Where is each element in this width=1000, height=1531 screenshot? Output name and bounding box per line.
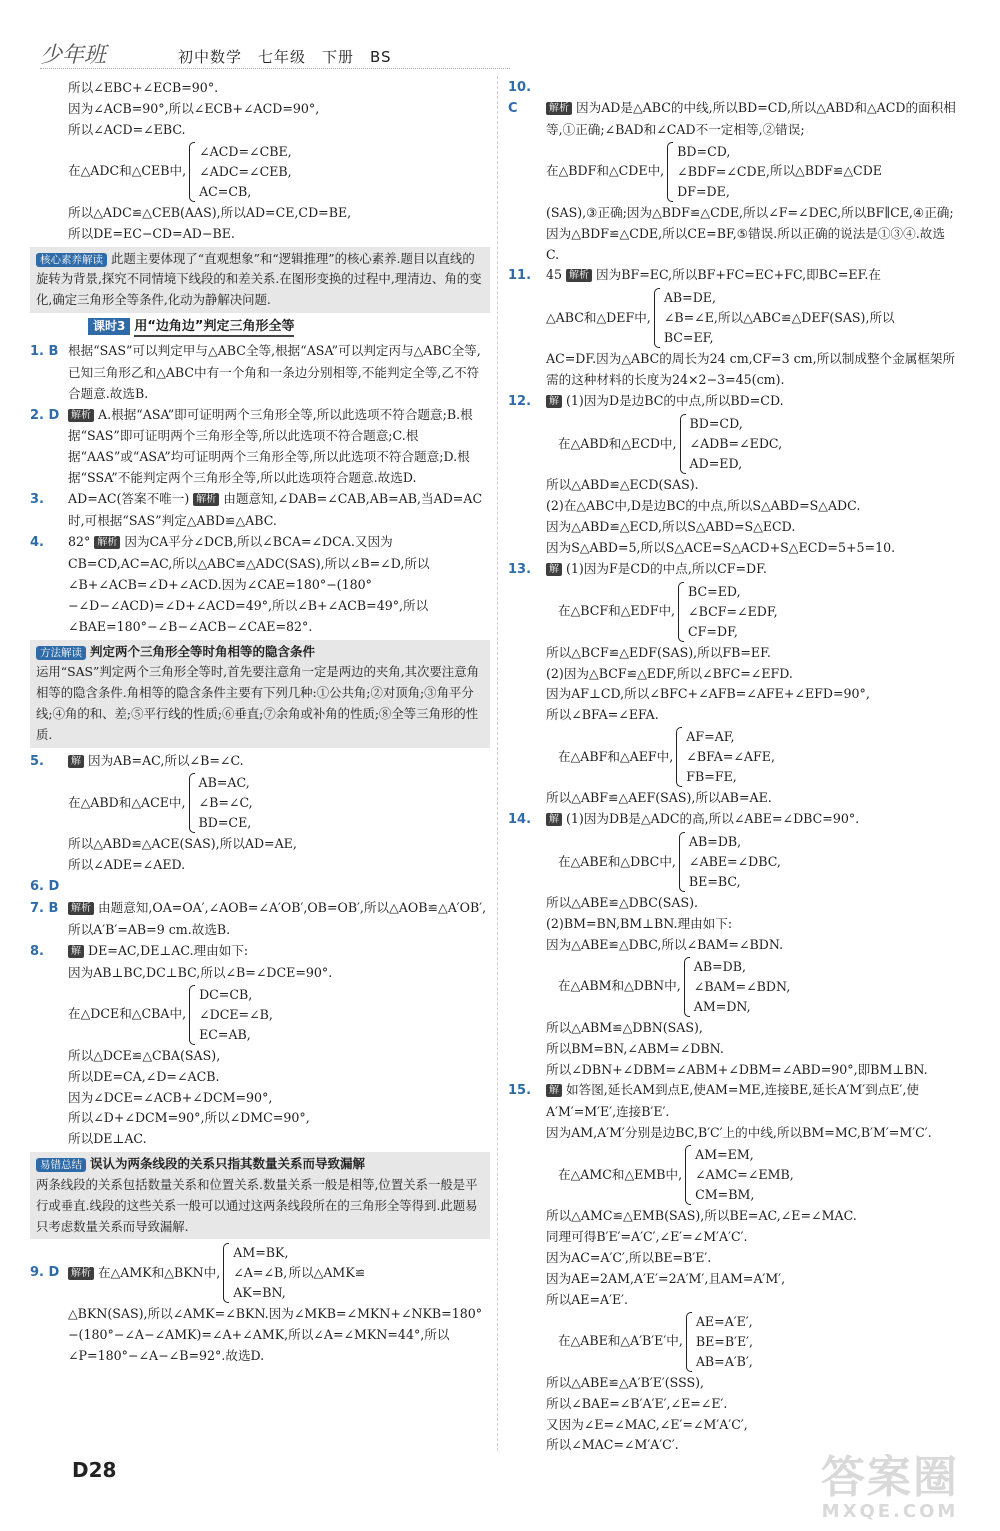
core-literacy-tag: 核心素养解读 [36, 253, 107, 267]
page-header [0, 0, 1000, 70]
right-column [508, 78, 958, 1456]
equation-system: 9. D 解析 在△AMK和△BKN中, AM=BK, ∠A=∠B, AK=BN, 所以△AMK≌ [68, 1243, 365, 1303]
brace-icon [676, 727, 682, 787]
page-number: D28 [72, 1458, 117, 1482]
question-14: 14. 解 (1)因为DB是△ADC的高,所以∠ABE=∠DBC=90°. 在△ABE和△DBC中, AB=DB, ∠ABE=∠DBC, BE=BC, 所以△ABE≌△DBC(SAS). (2)BM=BN,BM⊥BN.理由如下: 因为△ABE≌△DBC,所以∠BAM=∠BDN. 在△ABM和△DBN中, AB=DB, ∠BAM=∠BDN, AM=DN, 所以△ABM≌△DBN(SAS), 所以BM=BN,∠ABM=∠DBN. 所以∠DBN+∠DBM=∠ABM+∠DBM=∠ABD=90°,即BM⊥BN. [508, 811, 928, 1077]
method-tag: 方法解读 [36, 646, 86, 660]
lesson-heading: 课时3 用“边角边”判定三角形全等 [88, 316, 490, 338]
question-12: 12. 解 (1)因为D是边BC的中点,所以BD=CD. 在△ABD和△ECD中, BD=CD, ∠ADB=∠EDC, AD=ED, 所以△ABD≌△ECD(SAS). (2)在△ABC中,D是边BC的中点,所以S△ABD=S△ADC. 因为△ABD≌△ECD,所以S△ABD=S△ECD. 因为S△ABD=5,所以S△ACE=S△ACD+S△ECD=5+5=10. [508, 393, 896, 555]
core-literacy-box: 核心素养解读 此题主要体现了“直观想象”和“逻辑推理”的核心素养.题目以直线的旋转为背景,探究不同情境下线段的和差关系.在图形变换的过程中,理清边、角的变化,确定三角形全等条件,化动为静解决问题. [30, 247, 490, 313]
question-10: 10. C 解析 因为AD是△ABC的中线,所以BD=CD,所以△ABD和△ACD的面积相等,①正确;∠BAD和∠CAD不一定相等,②错误; 在△BDF和△CDE中, BD=CD, ∠BDF=∠CDE, DF=DE, 所以△BDF≌△CDE (SAS),③正确;因为△BDF≌△CDE,所以∠F=∠DEC,所以BF∥CE,④正确;因为△BDF≌△CDE,所以CE=BF,⑤错误.所以正确的说法是①③④.故选C. [508, 80, 956, 262]
question-8: 8. 解 DE=AC,DE⊥AC.理由如下: 因为AB⊥BC,DC⊥BC,所以∠B=∠DCE=90°. 在△DCE和△CBA中, DC=CB, ∠DCE=∠B, EC=AB, 所以△DCE≌△CBA(SAS), 所以DE=CA,∠D=∠ACB. 因为∠DCE=∠ACB+∠DCM=90°, 所以∠D+∠DCM=90°,所以∠DMC=90°, 所以DE⊥AC. [30, 942, 333, 1147]
equation-system: 在△ABM和△DBN中, AB=DB, ∠BAM=∠BDN, AM=DN, [546, 957, 790, 1017]
equation-system: 在△ADC和△CEB中, ∠ACD=∠CBE, ∠ADC=∠CEB, AC=CB, [68, 142, 292, 202]
left-column [30, 78, 490, 1367]
question-7: 7. B 解析 由题意知,OA=OA′,∠AOB=∠A′OB′,OB=OB′,所以△AOB≌△A′OB′,所以A′B′=AB=9 cm.故选B. [30, 900, 487, 938]
question-6: 6. D [30, 879, 60, 895]
equation-system: 在△AMC和△EMB中, AM=EM, ∠AMC=∠EMB, CM=BM, [546, 1145, 794, 1205]
question-15: 15. 解 如答图,延长AM到点E,使AM=ME,连接BE,延长A′M′到点E′,使A′M′=M′E′,连接B′E′. 因为AM,A′M′分别是边BC,B′C′上的中线,所以BM=MC,B′M′=M′C′. 在△AMC和△EMB中, AM=EM, ∠AMC=∠EMB, CM=BM, 所以△AMC≌△EMB(SAS),所以BE=AC,∠E=∠MAC. 同理可得B′E′=A′C′,∠E′=∠M′A′C′. 因为AC=A′C′,所以BE=B′E′. 因为AE=2AM,A′E′=2A′M′,且AM=A′M′, 所以AE=A′E′. 在△ABE和△A′B′E′中, AE=A′E′, BE=B′E′, AB=A′B′, 所以△ABE≌△A′B′E′(SSS), 所以∠BAE=∠B′A′E′,∠E=∠E′. 又因为∠E=∠MAC,∠E′=∠M′A′C′, 所以∠MAC=∠M′A′C′. [508, 1082, 932, 1453]
brace-icon [679, 832, 685, 892]
intro-block: 所以∠EBC+∠ECB=90°. 因为∠ACB=90°,所以∠ECB+∠ACD=90°, 所以∠ACD=∠EBC. 在△ADC和△CEB中, ∠ACD=∠CBE, ∠ADC=∠CEB, AC=CB, 所以△ADC≌△CEB(AAS),所以AD=CE,CD=BE, 所以DE=EC−CD=AD−BE. [68, 80, 352, 241]
equation-system: 在△BCF和△EDF中, BC=ED, ∠BCF=∠EDF, CF=DF, [546, 582, 778, 642]
brace-icon [654, 288, 660, 348]
brace-icon [189, 985, 195, 1045]
book-title: 初中数学 七年级 下册 BS [178, 48, 392, 66]
question-11: 11. 45 解析 因为BF=EC,所以BF+FC=EC+FC,即BC=EF.在 △ABC和△DEF中, AB=DE, ∠B=∠E, BC=EF, 所以△ABC≌△DEF(SAS),所以 AC=DF.因为△ABC的周长为24 cm,CF=3 cm,所以制成整个金属框架所需的这种材料的长度为24×2−3=45(cm). [508, 267, 956, 388]
equation-system: 在△DCE和△CBA中, DC=CB, ∠DCE=∠B, EC=AB, [68, 985, 273, 1045]
brand-logo: 少年班 [40, 43, 107, 68]
question-2: 2. D 解析 A.根据“ASA”即可证明两个三角形全等,所以此选项不符合题意;B.根据“SAS”即可证明两个三角形全等,所以此选项不符合题意;C.根据“AAS”或“ASA”均可证明两个三角形全等,所以此选项不符合题意;D.根据“SSA”不能判定两个三角形全等,所以此选项符合题意.故选D. [30, 406, 473, 486]
common-error-tag: 易错总结 [36, 1158, 86, 1172]
equation-system: 在△ABD和△ECD中, BD=CD, ∠ADB=∠EDC, AD=ED, [546, 414, 782, 474]
brace-icon [667, 142, 673, 202]
question-13: 13. 解 (1)因为F是CD的中点,所以CF=DF. 在△BCF和△EDF中, BC=ED, ∠BCF=∠EDF, CF=DF, 所以△BCF≌△EDF(SAS),所以FB=EF. (2)因为△BCF≌△EDF,所以∠BFC=∠EFD. 因为AF⊥CD,所以∠BFC+∠AFB=∠AFE+∠EFD=90°, 所以∠BFA=∠EFA. 在△ABF和△AEF中, AF=AF, ∠BFA=∠AFE, FB=FE, 所以△ABF≌△AEF(SAS),所以AB=AE. [508, 560, 870, 806]
equation-system: △ABC和△DEF中, AB=DE, ∠B=∠E, BC=EF, 所以△ABC≌△DEF(SAS),所以 [546, 288, 895, 348]
brace-icon [685, 1145, 691, 1205]
brace-icon [678, 582, 684, 642]
equation-system: 在△ABD和△ACE中, AB=AC, ∠B=∠C, BD=CE, [68, 773, 253, 833]
brace-icon [223, 1243, 229, 1303]
common-error-box: 易错总结 误认为两条线段的关系只指其数量关系而导致漏解 两条线段的关系包括数量关系和位置关系.数量关系一般是相等,位置关系一般是平行或垂直.线段的这些关系一般可以通过这两条线段所在的三角形全等得到.此题易只考虑数量关系而导致漏解. [30, 1152, 490, 1239]
question-3: 3. AD=AC(答案不唯一) 解析 由题意知,∠DAB=∠CAB,AB=AB,当AD=AC时,可根据“SAS”判定△ABD≌△ABC. [30, 491, 483, 529]
column-divider [497, 76, 498, 1451]
header-divider [40, 68, 510, 69]
question-5: 5. 解 因为AB=AC,所以∠B=∠C. 在△ABD和△ACE中, AB=AC, ∠B=∠C, BD=CE, 所以△ABD≌△ACE(SAS),所以AD=AE, 所以∠ADE=∠AED. [30, 752, 297, 873]
brace-icon [189, 142, 195, 202]
equation-system: 在△ABE和△A′B′E′中, AE=A′E′, BE=B′E′, AB=A′B′, [546, 1312, 753, 1372]
question-1: 1. B 根据“SAS”可以判定甲与△ABC全等,根据“ASA”可以判定丙与△ABC全等,已知三角形乙和△ABC中有一个角和一条边分别相等,不能判定全等,乙不符合题意.故选B. [30, 342, 481, 401]
question-4: 4. 82° 解析 因为CA平分∠DCB,所以∠BCA=∠DCA.又因为CB=CD,AC=AC,所以△ABC≌△ADC(SAS),所以∠B=∠D,所以∠B+∠ACB=∠D+∠ACD.因为∠CAE=180°−(180°−∠D−∠ACD)=∠D+∠ACD=49°,所以∠B+∠ACB=49°,所以∠BAE=180°−∠B−∠ACB−∠CAE=82°. [30, 533, 430, 634]
brace-icon [686, 1312, 692, 1372]
brace-icon [684, 957, 690, 1017]
brace-icon [680, 414, 686, 474]
brace-icon [189, 773, 195, 833]
equation-system: 在△BDF和△CDE中, BD=CD, ∠BDF=∠CDE, DF=DE, 所以△BDF≌△CDE [546, 142, 882, 202]
method-box: 方法解读 判定两个三角形全等时角相等的隐含条件 运用“SAS”判定两个三角形全等时,首先要注意角一定是两边的夹角,其次要注意角相等的隐含条件.角相等的隐含条件主要有下列几种:①公共角;②对顶角;③角平分线;④角的和、差;⑤平行线的性质;⑥垂直;⑦余角或补角的性质;⑧全等三角形的性质. [30, 640, 490, 748]
equation-system: 在△ABF和△AEF中, AF=AF, ∠BFA=∠AFE, FB=FE, [546, 727, 775, 787]
watermark: 答案圈 MXQE.COM [821, 1452, 959, 1522]
equation-system: 在△ABE和△DBC中, AB=DB, ∠ABE=∠DBC, BE=BC, [546, 832, 781, 892]
question-9: 9. D 解析 在△AMK和△BKN中, AM=BK, ∠A=∠B, AK=BN, 所以△AMK≌ △BKN(SAS),所以∠AMK=∠BKN.因为∠MKB=∠MKN+∠NKB=180°−(180°−∠A−∠AMK)=∠A+∠AMK,所以∠A=∠MKN=44°,所以∠P=180°−∠A−∠B=92°.故选D. [30, 1245, 483, 1364]
